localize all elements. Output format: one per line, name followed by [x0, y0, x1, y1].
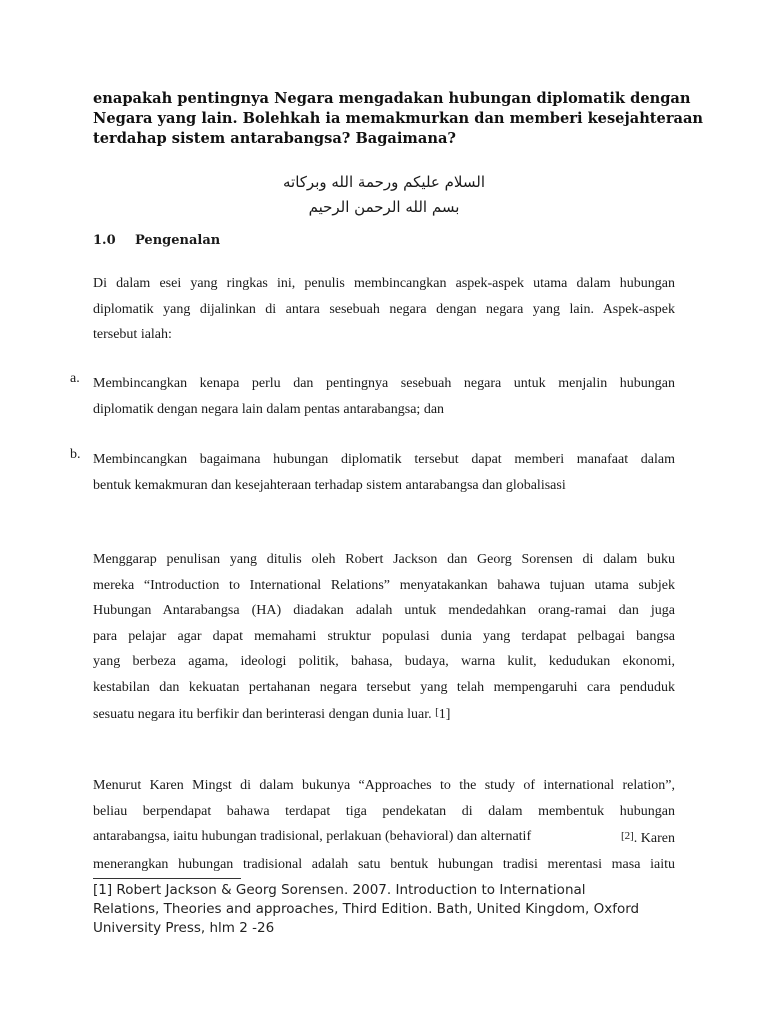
list-item-line: bentuk kemakmuran dan kesejahteraan terhadap sistem antarabangsa dan globalisasi: [93, 477, 566, 493]
paragraph-line: [93, 824, 675, 852]
paragraph-text-end: [621, 824, 675, 852]
essay-title: [93, 89, 704, 149]
footnote-divider: [93, 878, 241, 879]
paragraph-text: . Karen: [633, 831, 675, 846]
footnote-line: Relations, Theories and approaches, Third Edition. Bath, United Kingdom, Oxford: [93, 901, 640, 917]
list-marker: a.: [70, 371, 80, 386]
title-line: terdahap sistem antarabangsa? Bagaimana?: [93, 130, 456, 147]
list-item-line: diplomatik dengan negara lain dalam pentas antarabangsa; dan: [93, 401, 445, 417]
section-number: 1.0: [93, 233, 116, 248]
footnote-ref[interactable]: [2]: [620, 830, 634, 842]
paragraph-line: yang berbeza agama, ideologi politik, bahasa, budaya, warna kulit, kedudukan ekonomi,: [93, 654, 675, 669]
intro-paragraph: [93, 271, 675, 348]
section-label: Pengenalan: [135, 233, 221, 248]
body-paragraph: [93, 773, 675, 877]
list-item: [93, 371, 675, 422]
list-marker: b.: [70, 447, 81, 462]
paragraph-text: sesuatu negara itu berfikir dan berinterasi dengan dunia luar.: [93, 707, 432, 722]
paragraph-line: mereka “Introduction to International Relations” menyatakankan bahawa tujuan utama subjek: [93, 577, 675, 593]
paragraph-line: para pelajar agar dapat memahami struktur populasi dunia yang terdapat pelbagai bangsa: [93, 628, 675, 644]
footnote: [93, 881, 713, 938]
paragraph-line: tersebut ialah:: [93, 327, 172, 342]
paragraph-line: menerangkan hubungan tradisional adalah satu bentuk hubungan tradisi merentasi masa iaitu: [93, 856, 675, 872]
paragraph-text: antarabangsa, iaitu hubungan tradisional, perlakuan (behavioral) dan alternatif: [93, 829, 532, 844]
paragraph-line: [93, 700, 675, 728]
list-item-line: Membincangkan bagaimana hubungan diplomatik tersebut dapat memberi manafaat dalam: [93, 452, 675, 467]
footnote-line: University Press, hlm 2 -26: [93, 920, 275, 936]
paragraph-line: Menurut Karen Mingst di dalam bukunya “Approaches to the study of international relation”,: [93, 778, 675, 793]
footnote-ref-bracket: [: [435, 706, 439, 718]
title-line: Negara yang lain. Bolehkah ia memakmurkan dan memberi kesejahteraan: [93, 110, 704, 127]
paragraph-line: kestabilan dan kekuatan pertahanan negara tersebut yang telah mempengaruhi cara penduduk: [93, 679, 675, 695]
title-line: enapakah pentingnya Negara mengadakan hubungan diplomatik dengan: [93, 90, 691, 107]
arabic-greeting: السلام عليكم ورحمة الله وبركاته: [283, 173, 485, 191]
paragraph-line: Menggarap penulisan yang ditulis oleh Robert Jackson dan Georg Sorensen di dalam buku: [93, 552, 675, 567]
footnote-line: [1] Robert Jackson & Georg Sorensen. 2007. Introduction to International: [93, 882, 586, 898]
paragraph-line: beliau berpendapat bahawa terdapat tiga pendekatan di dalam membentuk hubungan: [93, 803, 675, 819]
list-item: [93, 447, 675, 498]
paragraph-line: Di dalam esei yang ringkas ini, penulis membincangkan aspek-aspek utama dalam hubungan: [93, 276, 675, 291]
list-item-line: Membincangkan kenapa perlu dan pentingnya sesebuah negara untuk menjalin hubungan: [93, 376, 675, 391]
paragraph-line: diplomatik yang dijalinkan di antara sesebuah negara dengan negara yang lain. Aspek-aspek: [93, 301, 675, 317]
footnote-ref[interactable]: 1]: [438, 707, 451, 722]
body-paragraph: [93, 547, 675, 728]
arabic-basmala: بسم الله الرحمن الرحيم: [308, 198, 460, 216]
paragraph-line: Hubungan Antarabangsa (HA) diadakan adalah untuk mendedahkan orang-ramai dan juga: [93, 603, 675, 618]
